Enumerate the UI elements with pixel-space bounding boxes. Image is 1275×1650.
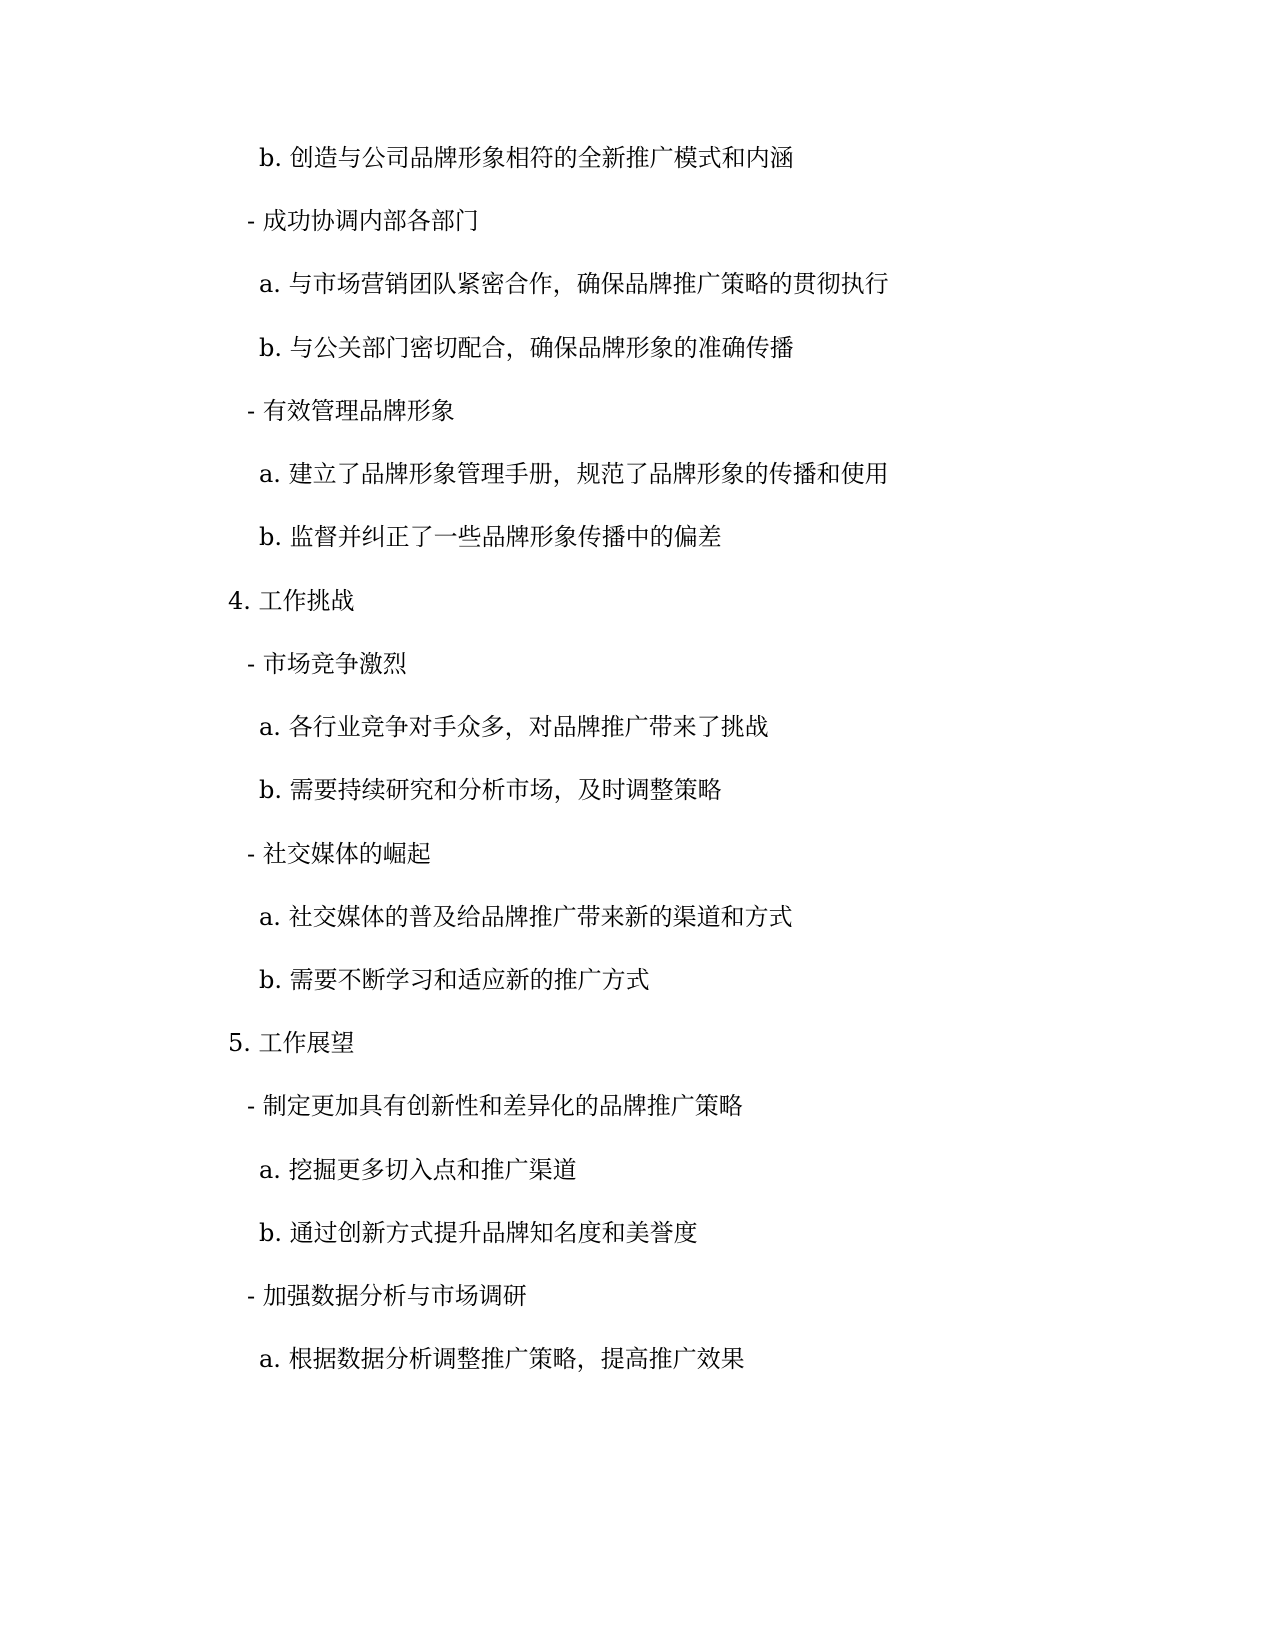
list-item: - 社交媒体的崛起 [247, 840, 431, 868]
list-item: a. 挖掘更多切入点和推广渠道 [259, 1156, 577, 1184]
list-item: b. 与公关部门密切配合，确保品牌形象的准确传播 [259, 334, 794, 362]
list-item: a. 与市场营销团队紧密合作，确保品牌推广策略的贯彻执行 [259, 270, 889, 298]
list-item: - 制定更加具有创新性和差异化的品牌推广策略 [247, 1092, 743, 1120]
list-item: a. 根据数据分析调整推广策略，提高推广效果 [259, 1345, 745, 1373]
list-item: b. 创造与公司品牌形象相符的全新推广模式和内涵 [259, 144, 794, 172]
list-item: - 市场竞争激烈 [247, 650, 407, 678]
section-heading: 4. 工作挑战 [228, 587, 355, 615]
list-item: - 加强数据分析与市场调研 [247, 1282, 527, 1310]
section-heading: 5. 工作展望 [228, 1029, 355, 1057]
list-item: - 有效管理品牌形象 [247, 397, 455, 425]
list-item: - 成功协调内部各部门 [247, 207, 479, 235]
list-item: b. 需要不断学习和适应新的推广方式 [259, 966, 650, 994]
list-item: a. 社交媒体的普及给品牌推广带来新的渠道和方式 [259, 903, 793, 931]
list-item: a. 各行业竞争对手众多，对品牌推广带来了挑战 [259, 713, 769, 741]
list-item: b. 通过创新方式提升品牌知名度和美誉度 [259, 1219, 698, 1247]
list-item: b. 需要持续研究和分析市场，及时调整策略 [259, 776, 722, 804]
list-item: b. 监督并纠正了一些品牌形象传播中的偏差 [259, 523, 722, 551]
list-item: a. 建立了品牌形象管理手册，规范了品牌形象的传播和使用 [259, 460, 889, 488]
